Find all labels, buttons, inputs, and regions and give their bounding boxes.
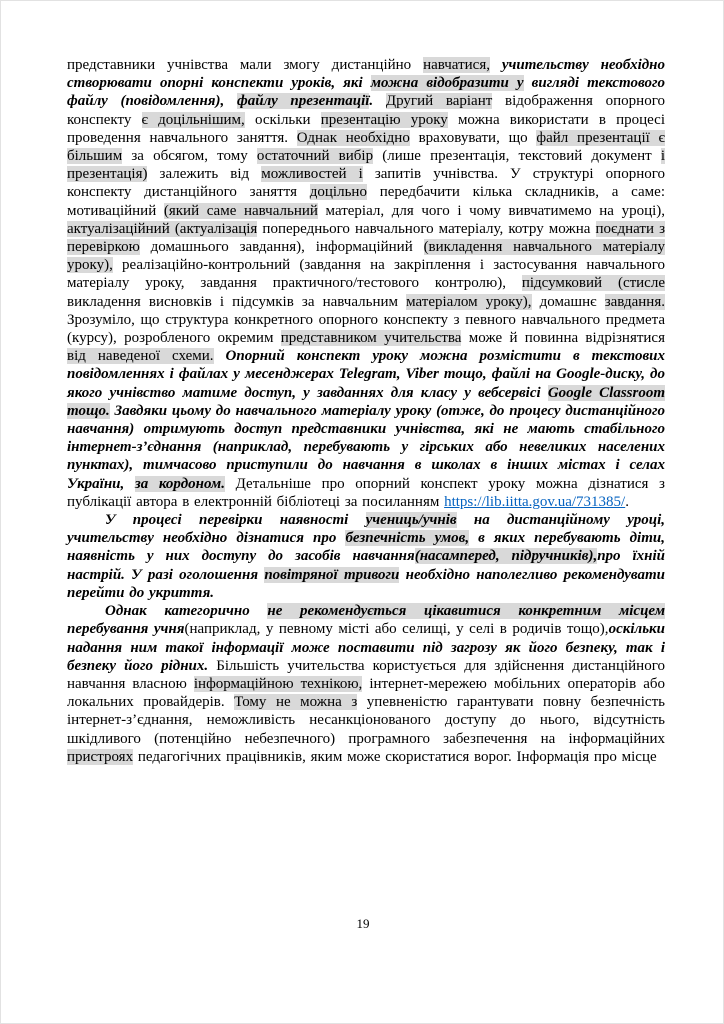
text-run: навчатися, [423,57,490,73]
text-run: домашнього завдання), інформаційний [139,239,424,256]
page-number: 19 [356,916,370,931]
text-run: Зрозуміло, що структура конкретного опорного конспекту з певного навчального предмета (курсу), розробленого окремим [67,311,665,347]
text-run: завдання. [604,293,665,310]
library-link[interactable]: https://lib.iitta.gov.ua/731385/ [444,493,626,510]
text-run: (лише презентація, текстовий документ [373,148,661,165]
text-run: педагогічних працівників, яким може скористатися ворог. Інформація про місце [133,748,657,765]
text-run: оскільки надання ним такої інформації може поставити під загрозу як його безпеку, так і безпеку його рідних. [67,621,665,674]
text-run: можна відобразити у [370,75,524,92]
text-run: необхідно наполегливо рекомендувати перейти до укриття. [67,566,665,601]
text-run: можливостей і [261,166,363,183]
paragraph [67,602,665,766]
document-body [67,56,665,766]
text-run: є доцільнішим, [141,111,245,128]
text-run: Однак категорично [105,603,268,620]
text-run: оскільки [244,111,321,128]
paragraph [67,56,665,511]
text-run [490,57,502,73]
text-run: (насамперед, підручників), [414,548,598,565]
text-run: домашнє [531,293,605,310]
text-run: упевненістю гарантувати повну безпечність інтернет-з’єднання, неможливість несанкціонованого доступу до нього, відсутність шкідливого (потенційно небезпечного) програмного забезпечення на інформаційних [67,694,665,747]
text-run: інтернет-мережею мобільних операторів або локальних провайдерів. [67,675,665,711]
text-run: інформаційною технікою, [193,675,363,692]
text-run: (викладення навчального матеріалу уроку), [67,239,665,274]
text-run: Google Classroom тощо. [67,384,666,419]
text-run: Детальніше про опорний конспект уроку можна дізнатися з публікації автора в електронній бібліотеці за посиланням [67,475,665,510]
text-run: Однак необхідно [296,129,410,146]
text-run: про їхній настрій. У разі оголошення [67,548,665,583]
text-run: Другий варіант [385,93,493,110]
text-run: представники учнівства мали змогу дистанційно [67,57,424,73]
text-run: Більшість учительства користується для здійснення дистанційного навчання власною [67,657,665,692]
text-run [214,348,226,364]
text-run: (наприклад, у певному місті або селищі, у селі в родичів тощо), [184,621,609,638]
text-run: від наведеної схеми. [67,348,214,365]
text-run: учительству необхідно створювати опорні конспекти уроків, які [67,57,666,92]
text-run: матеріал, для чого і чому вивчатимемо на уроці), [317,202,666,219]
text-run: і презентація) [67,148,665,183]
text-run: враховувати, що [409,129,537,146]
text-run: вигляді текстового файлу (повідомлення), [67,75,666,110]
text-run: . [625,493,629,510]
text-run: Опорний конспект уроку можна розмістити в текстових повідомленнях і файлах у месенджерах Telegram, Viber тощо, файлі на Google-диску, до якого учнівство матиме доступ, у завданнях для класу у вебсервісі [67,348,665,401]
text-run: учениць/учнів [365,512,457,529]
text-run: остаточний вибір [256,148,374,165]
paragraph [67,511,665,602]
text-run: залежить від [147,166,262,183]
text-run: файлу презентації [236,93,370,110]
text-run: доцільно [309,184,367,201]
text-run: повітряної тривоги [264,566,400,583]
text-run: Тому не можна з [234,694,358,711]
text-run: не рекомендується цікавитися конкретним місцем [267,603,665,620]
text-run: Завдяки цьому до навчального матеріалу уроку (отже, до процесу дистанційного навчання) отримують доступ представники учнівства, які не мають стабільного інтернет-з’єднання (наприклад, перебувають у гірських або невеликих населених пунктах), тимчасово приступили до навчання в школах в інших містах і селах України, [67,402,665,492]
text-run: представником учительства [280,330,462,347]
text-run: за обсягом, тому [122,148,257,165]
text-run: У процесі перевірки наявності [105,512,366,529]
text-run: (який саме навчальний [163,202,318,219]
text-run: може й повинна відрізнятися [461,330,665,347]
text-run: актуалізаційний (актуалізація [67,220,258,237]
text-run: матеріалом уроку), [406,293,532,310]
text-run: файл презентації є більшим [67,129,665,165]
text-run: в яких перебувають діти, наявність у них доступу до засобів навчання [67,530,665,565]
text-run: пристроях [67,748,134,765]
text-run: можна використати в процесі проведення навчального заняття. [67,111,666,146]
text-run: перебування учня [67,621,185,638]
text-run: реалізаційно-контрольний (завдання на закріплення і застосування навчального матеріалу уроку, завдання практичного/тестового контролю), [67,257,665,292]
text-run: попереднього навчального матеріалу, котру можна [257,220,596,237]
text-run: підсумковий (стисле [521,275,665,292]
text-run: презентацію уроку [320,111,448,128]
text-run: поєднати з перевіркою [67,220,665,256]
text-run: на дистанційному уроці, учительству необхідно дізнатися про [67,512,665,547]
text-run: відображення опорного конспекту [67,93,665,128]
text-run: викладення висновків і підсумків за навчальним [67,293,407,310]
text-run: безпечність умов, [345,530,470,547]
text-run: . [369,93,386,110]
text-run: передбачити кілька складників, а саме: мотиваційний [67,184,665,219]
text-run: запитів учнівства. У структурі опорного конспекту дистанційного заняття [67,166,665,201]
text-run: за кордоном. [134,475,225,492]
